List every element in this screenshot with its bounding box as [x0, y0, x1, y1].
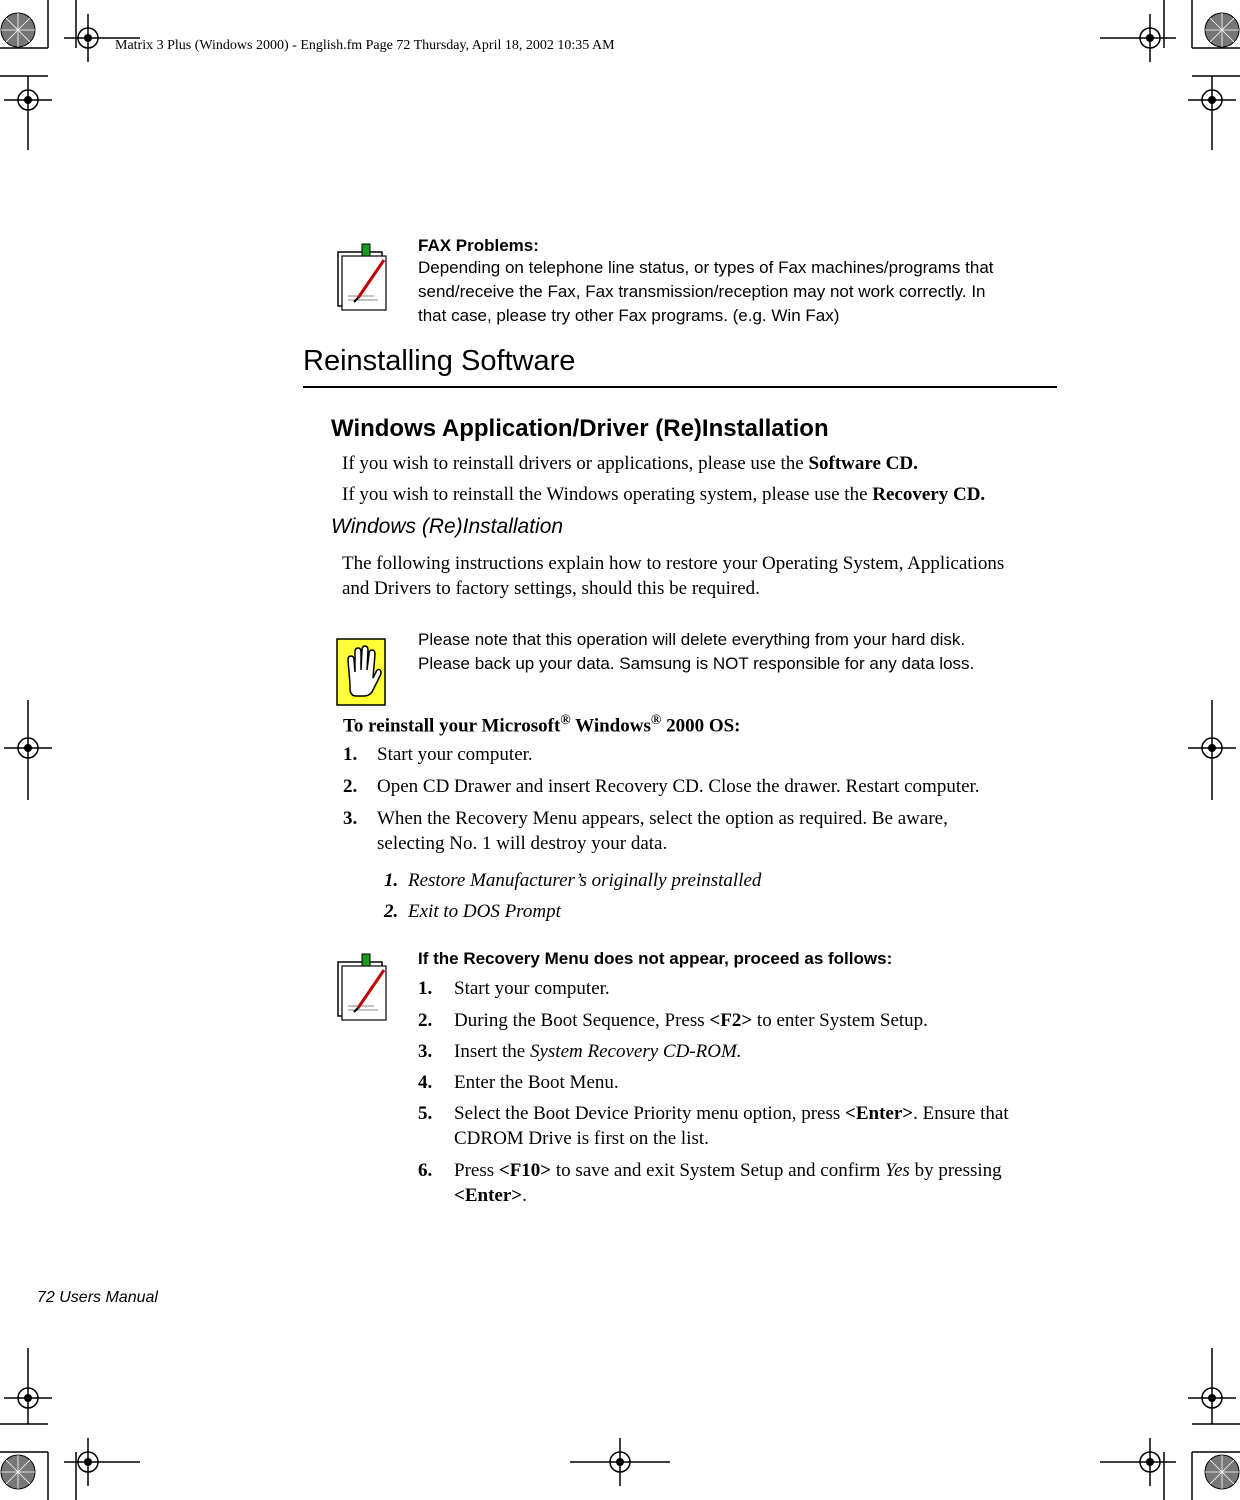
recovery-step-period: .: [522, 1185, 527, 1206]
recovery-step: [418, 1039, 742, 1064]
recovery-step-number: 4.: [418, 1072, 433, 1093]
menu-option-text: Restore Manufacturer’s originally preinstalled: [408, 870, 762, 891]
recovery-step: [418, 1158, 1002, 1208]
procedure-step: [343, 806, 948, 856]
subsection-heading: Windows Application/Driver (Re)Installation: [331, 415, 829, 442]
warning-line-2: Please back up your data. Samsung is NOT responsible for any data loss.: [418, 654, 975, 673]
recovery-cd-rom-label: System Recovery CD-ROM.: [529, 1041, 742, 1062]
recovery-step-text: Press: [454, 1160, 499, 1181]
step-text: Start your computer.: [377, 744, 533, 765]
intro-paragraph: [342, 551, 1062, 601]
recovery-step-text: Insert the: [454, 1041, 530, 1062]
file-info-header: Matrix 3 Plus (Windows 2000) - English.fm Page 72 Thursday, April 18, 2002 10:35 AM: [115, 38, 615, 53]
recovery-step-text: Select the Boot Device Priority menu option, press: [454, 1103, 846, 1124]
recovery-step-text-mid: to save and exit System Setup and confirm: [551, 1160, 886, 1181]
step-text: When the Recovery Menu appears, select the option as required. Be aware,: [377, 808, 948, 829]
recovery-step-text-continued: [418, 1183, 1002, 1208]
recovery-note-title: If the Recovery Menu does not appear, proceed as follows:: [418, 949, 893, 968]
procedure-step: [343, 742, 533, 767]
procedure-title: [343, 713, 741, 737]
recovery-step-text-end: by pressing: [909, 1160, 1002, 1181]
recovery-step: [418, 1101, 1009, 1151]
section-title: Reinstalling Software: [303, 345, 576, 377]
windows-reinstallation-heading: Windows (Re)Installation: [331, 515, 564, 538]
fax-note-icon: [334, 240, 390, 312]
section-title-rule: [303, 386, 1057, 388]
paragraph-recovery-cd-text: If you wish to reinstall the Windows operating system, please use the: [342, 484, 873, 505]
recovery-step: [418, 976, 610, 1001]
paragraph-software-cd: [342, 451, 918, 476]
procedure-title-part2: Windows: [570, 715, 651, 737]
recovery-note-icon: [334, 950, 390, 1022]
step-text-continued: selecting No. 1 will destroy your data.: [377, 833, 668, 854]
fax-note-line-3: that case, please try other Fax programs. (e.g. Win Fax): [418, 306, 840, 325]
procedure-step: [343, 774, 980, 799]
yes-option: Yes: [885, 1160, 910, 1181]
recovery-step-text-end: to enter System Setup.: [752, 1010, 928, 1031]
recovery-step-text: During the Boot Sequence, Press: [454, 1010, 710, 1031]
recovery-step-number: 1.: [418, 978, 433, 999]
step-number: 2.: [343, 776, 358, 797]
recovery-step-number: 5.: [418, 1103, 433, 1124]
warning-line-1: Please note that this operation will delete everything from your hard disk.: [418, 630, 966, 649]
fax-note-text: [418, 236, 1068, 328]
recovery-cd-label: Recovery CD.: [872, 484, 986, 505]
paragraph-software-cd-text: If you wish to reinstall drivers or applications, please use the: [342, 453, 809, 474]
menu-option-text: Exit to DOS Prompt: [408, 901, 561, 922]
fax-note-title: FAX Problems:: [418, 236, 539, 255]
recovery-step: [418, 1008, 928, 1033]
procedure-title-part1: To reinstall your Microsoft: [343, 715, 561, 737]
menu-option: [384, 899, 561, 924]
recovery-step: [418, 1070, 619, 1095]
recovery-step-number: 2.: [418, 1010, 433, 1031]
warning-note-text: [418, 628, 1068, 676]
recovery-step-number: 6.: [418, 1160, 433, 1181]
menu-option-number: 1.: [384, 870, 399, 891]
step-text: Open CD Drawer and insert Recovery CD. Close the drawer. Restart computer.: [377, 776, 980, 797]
intro-line-1: The following instructions explain how to restore your Operating System, Applications: [342, 553, 1005, 574]
procedure-title-part3: 2000 OS:: [661, 715, 741, 737]
paragraph-recovery-cd: [342, 482, 985, 507]
page-footer: 72 Users Manual: [37, 1289, 158, 1306]
recovery-step-text: Start your computer.: [454, 978, 610, 999]
step-number: 3.: [343, 808, 358, 829]
intro-line-2: and Drivers to factory settings, should this be required.: [342, 578, 760, 599]
software-cd-label: Software CD.: [808, 453, 918, 474]
recovery-step-text-end: . Ensure that: [913, 1103, 1009, 1124]
recovery-step-text-continued: CDROM Drive is first on the list.: [454, 1128, 709, 1149]
recovery-step-text: Enter the Boot Menu.: [454, 1072, 619, 1093]
registered-mark-2: ®: [650, 713, 662, 728]
menu-option-number: 2.: [384, 901, 399, 922]
enter-key: <Enter>: [454, 1185, 523, 1206]
stop-hand-icon: [336, 638, 386, 706]
f10-key: <F10>: [498, 1160, 552, 1181]
fax-note-line-1: Depending on telephone line status, or types of Fax machines/programs that: [418, 258, 994, 277]
f2-key: <F2>: [709, 1010, 753, 1031]
recovery-step-number: 3.: [418, 1041, 433, 1062]
step-number: 1.: [343, 744, 358, 765]
fax-note-line-2: send/receive the Fax, Fax transmission/reception may not work correctly. In: [418, 282, 986, 301]
registered-mark-1: ®: [560, 713, 571, 728]
menu-option: [384, 868, 761, 893]
enter-key: <Enter>: [845, 1103, 914, 1124]
